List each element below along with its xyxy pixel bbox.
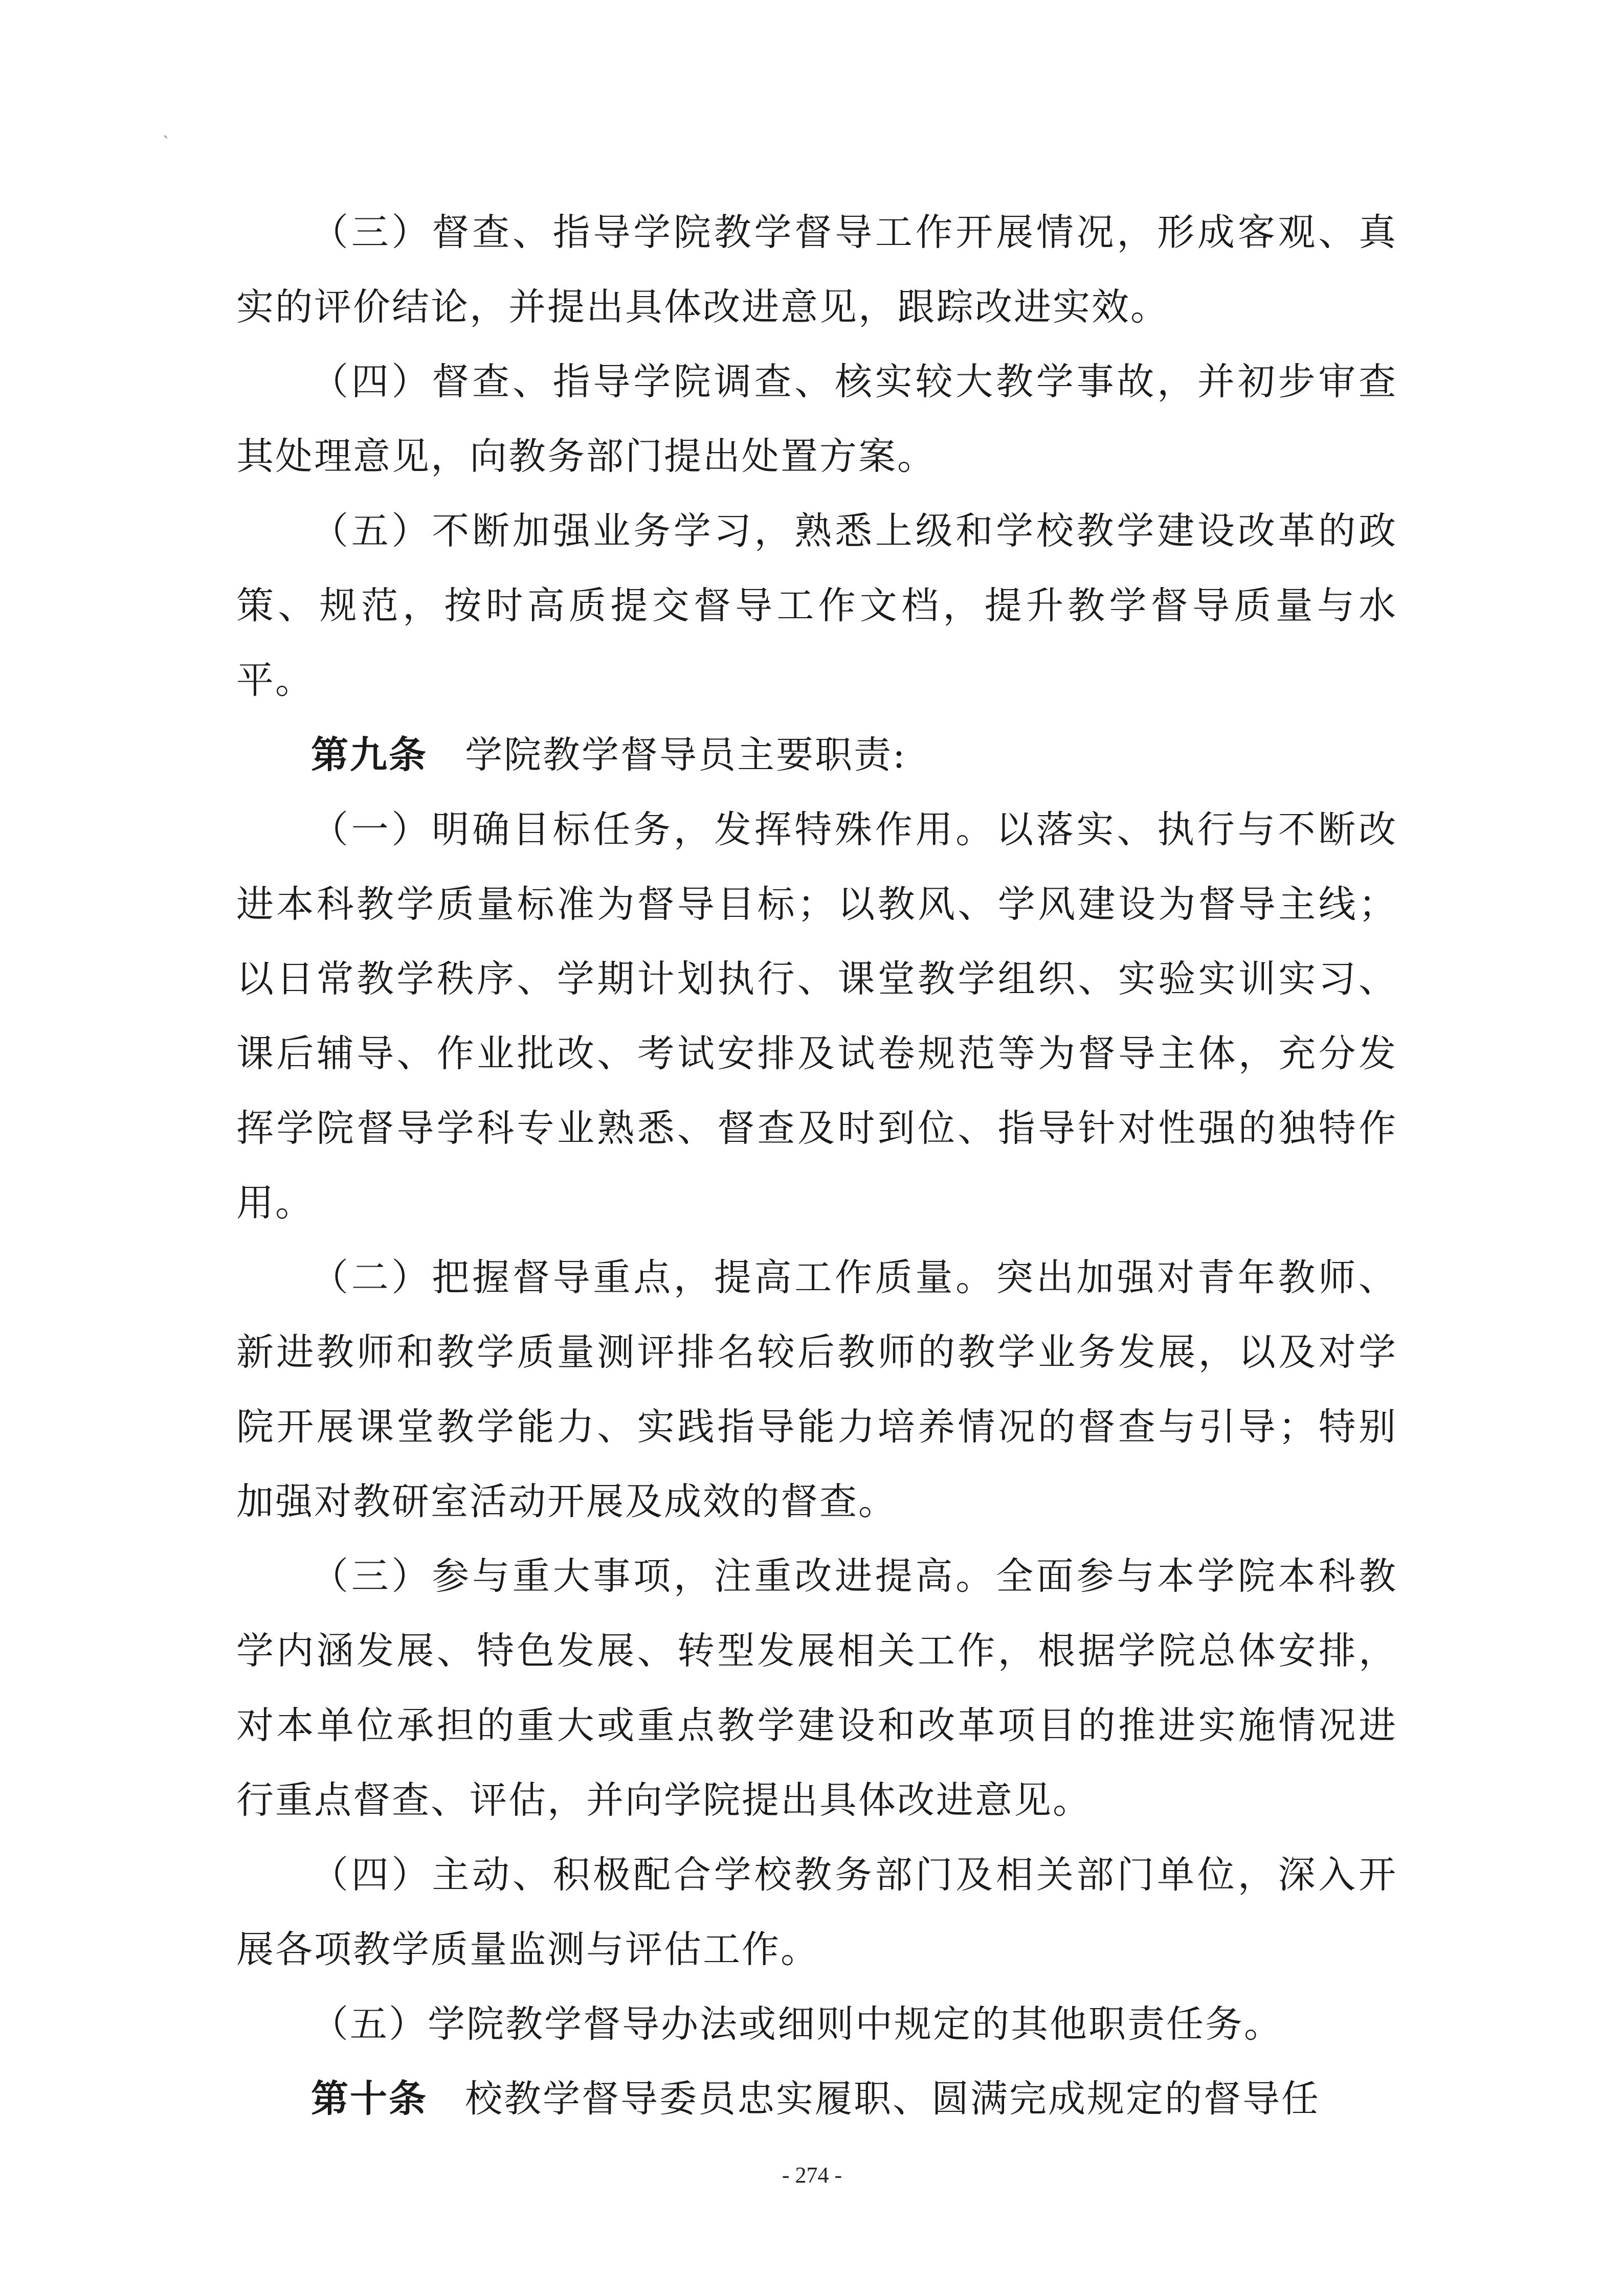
paragraph-other-duties xyxy=(236,1987,1397,2062)
paragraph-text: （四）督查、指导学院调查、核实较大教学事故，并初步审查其处理意见，向教务部门提出处置方案。 xyxy=(236,360,1397,478)
paragraph-investigate-accidents xyxy=(236,345,1397,494)
document-body xyxy=(236,195,1397,2136)
paragraph-focus-priorities xyxy=(236,1241,1397,1539)
paragraph-text: （三）参与重大事项，注重改进提高。全面参与本学院本科教学内涵发展、特色发展、转型发展相关工作，根据学院总体安排，对本单位承担的重大或重点教学建设和改革项目的推进实施情况进行重点督查、评估，并向学院提出具体改进意见。 xyxy=(236,1555,1397,1822)
paragraph-strengthen-learning xyxy=(236,494,1397,718)
paragraph-supervise-college-work xyxy=(236,195,1397,345)
paragraph-text: （五）学院教学督导办法或细则中规定的其他职责任务。 xyxy=(311,2002,1283,2046)
paragraph-text: （四）主动、积极配合学校教务部门及相关部门单位，深入开展各项教学质量监测与评估工作。 xyxy=(236,1853,1397,1971)
paragraph-clear-goals xyxy=(236,793,1397,1241)
page-number: - 274 - xyxy=(782,2163,842,2188)
article-9 xyxy=(236,718,1397,793)
paragraph-text: （一）明确目标任务，发挥特殊作用。以落实、执行与不断改进本科教学质量标准为督导目标；以教风、学风建设为督导主线；以日常教学秩序、学期计划执行、课堂教学组织、实验实训实习、课后辅导、作业批改、考试安排及试卷规范等为督导主体，充分发挥学院督导学科专业熟悉、督查及时到位、指导针对性强的独特作用。 xyxy=(236,808,1397,1225)
article-heading: 第十条 xyxy=(311,2077,428,2121)
paragraph-cooperate-monitoring xyxy=(236,1838,1397,1987)
paragraph-text: （五）不断加强业务学习，熟悉上级和学校教学建设改革的政策、规范，按时高质提交督导工作文档，提升教学督导质量与水平。 xyxy=(236,509,1397,702)
paragraph-text: （三）督查、指导学院教学督导工作开展情况，形成客观、真实的评价结论，并提出具体改进意见，跟踪改进实效。 xyxy=(236,211,1397,329)
paragraph-text: 校教学督导委员忠实履职、圆满完成规定的督导任 xyxy=(465,2077,1320,2121)
paragraph-major-matters xyxy=(236,1539,1397,1838)
paragraph-text: （二）把握督导重点，提高工作质量。突出加强对青年教师、新进教师和教学质量测评排名较后教师的教学业务发展，以及对学院开展课堂教学能力、实践指导能力培养情况的督查与引导；特别加强对教研室活动开展及成效的督查。 xyxy=(236,1256,1397,1523)
article-10 xyxy=(236,2062,1397,2136)
paragraph-text: 学院教学督导员主要职责: xyxy=(465,733,907,777)
article-heading: 第九条 xyxy=(311,733,428,777)
scan-corner-mark: ` xyxy=(163,134,170,152)
